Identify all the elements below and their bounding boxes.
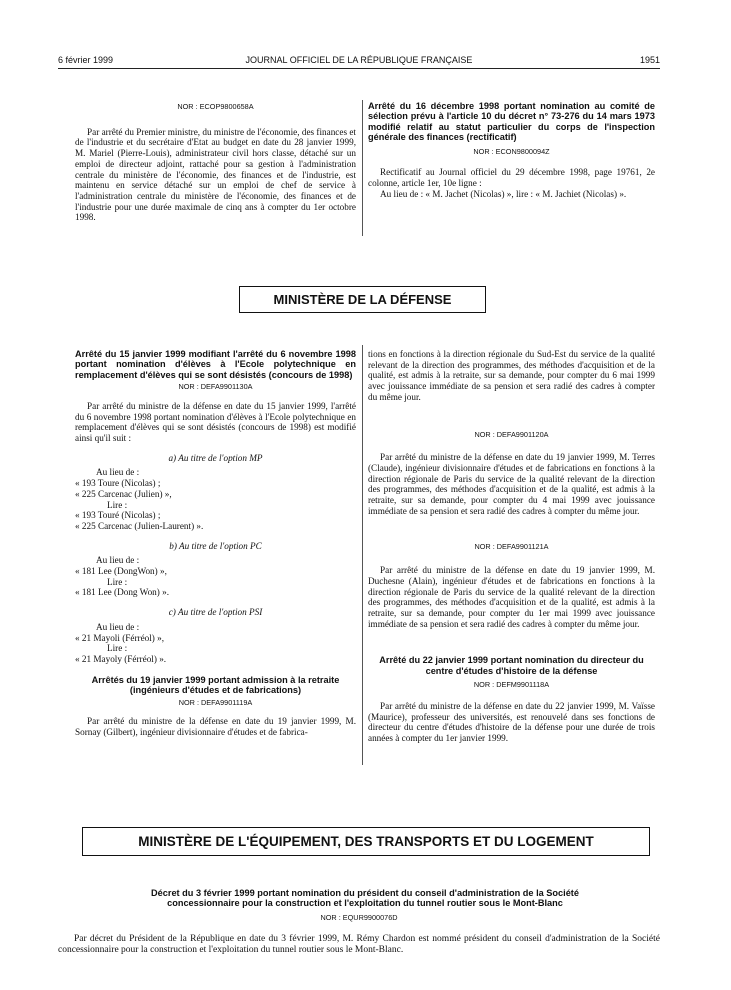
- option-heading: a) Au titre de l'option MP: [168, 452, 263, 463]
- paragraph: Par arrêté du ministre de la défense en date du 19 janvier 1999, M. Terres (Claude), ingénieur divisionnaire d'études et de fabrications en fonctions à la direction régionale de Paris du service de la qualité relevant de la direction des programmes, des méthodes d'acquisition et de la qualité, est admis à la retraite, sur sa demande, pour compter du 4 mai 1999 avec jouissance immédiate de sa pension et sera radié des cadres à compter du même jour.: [368, 452, 655, 516]
- decree-title: Arrêté du 22 janvier 1999 portant nomination du directeur du centre d'études d'histoire de la défense: [379, 655, 644, 676]
- column-divider: [362, 100, 363, 236]
- nor-reference: NOR : DEFA9901130A: [178, 382, 253, 392]
- left-column: [75, 349, 356, 738]
- header-page-number: 1951: [639, 55, 660, 65]
- option-heading: b) Au titre de l'option PC: [169, 540, 262, 551]
- paragraph: Par arrêté du ministre de la défense en date du 19 janvier 1999, M. Duchesne (Alain), ingénieur d'études et de fabrications en fonctions à la direction régionale de Paris du service de la qualité relevant de la direction des programmes, des méthodes d'acquisition et de la qualité, est admis à la retraite, sur sa demande, pour compter du 1er mai 1999 avec jouissance immédiate de sa pension et sera radié des cadres à compter du même jour.: [368, 565, 655, 629]
- decree-title: Arrêtés du 19 janvier 1999 portant admission à la retraite (ingénieurs d'études et de fabrications): [91, 674, 340, 696]
- nor-reference: NOR : DEFA9901120A: [474, 429, 549, 439]
- paragraph: Au lieu de : « M. Jachet (Nicolas) », lire : « M. Jachiet (Nicolas) ».: [380, 188, 627, 199]
- nor-reference: NOR : DEFA9901119A: [178, 697, 253, 707]
- paragraph: tions en fonctions à la direction régionale du Sud-Est du service de la qualité relevant de la direction des programmes, des méthodes d'acquisition et de la qualité, est admis à la retraite, sur sa demande, pour compter du 6 mai 1999 avec jouissance immédiate de sa pension et sera radié des cadres à compter du même jour.: [368, 349, 655, 402]
- decree-title: Décret du 3 février 1999 portant nomination du président du conseil d'administration de la Société concessionnaire pour la construction et l'exploitation du tunnel routier sous le Mont-Blanc: [151, 888, 579, 909]
- header-date: 6 février 1999: [58, 55, 114, 65]
- paragraph: Par arrêté du ministre de la défense en date du 22 janvier 1999, M. Vaïsse (Maurice), professeur des universités, est renouvelé dans ses fonctions de directeur du centre d'études d'histoire de la défense pour une durée de trois années à compter du 1er janvier 1999.: [368, 700, 655, 743]
- nor-reference: NOR : ECOP9800658A: [177, 102, 254, 111]
- decree-title: Arrêté du 16 décembre 1998 portant nomination au comité de sélection prévu à l'article 10 du décret n° 73-276 du 14 mars 1973 modifié relatif au statut particulier du corps de l'inspection générale des finances (rectificatif): [368, 101, 655, 143]
- option-heading: c) Au titre de l'option PSI: [168, 607, 263, 618]
- nor-reference: NOR : DEFM9901118A: [473, 680, 550, 690]
- column-divider: [362, 345, 363, 765]
- nor-reference: NOR : DEFA9901121A: [474, 542, 549, 552]
- list-item: Au lieu de : « 193 Toure (Nicolas) ; « 225 Carcenac (Julien) », Lire : « 193 Touré (Nicolas) ; « 225 Carcenac (Julien-Laurent) ».: [75, 467, 204, 531]
- nor-reference: NOR : ECON9800094Z: [473, 146, 550, 156]
- header-rule: [58, 68, 660, 69]
- paragraph: Par arrêté du ministre de la défense en date du 19 janvier 1999, M. Sornay (Gilbert), ingénieur divisionnaire d'études et de fabrica-: [75, 716, 356, 737]
- paragraph: Par arrêté du Premier ministre, du ministre de l'économie, des finances et de l'industrie et du secrétaire d'Etat au budget en date du 28 janvier 1999, M. Mariel (Pierre-Louis), administrateur civil hors classe, détaché sur un emploi de directeur adjoint, rattaché pour sa gestion à l'administration centrale du ministère de l'économie, des finances et de l'industrie, est maintenu en service détaché sur un emploi de chef de service à l'administration centrale du ministère de l'économie, des finances et de l'industrie pour une durée maximale de cinq ans à compter du 1er octobre 1998.: [75, 126, 356, 223]
- paragraph: Par décret du Président de la République en date du 3 février 1999, M. Rémy Chardon est nommé président du conseil d'administration de la Société concessionnaire pour la construction et l'exploitation du tunnel routier sous le Mont-Blanc.: [58, 934, 660, 955]
- list-item: Au lieu de : « 21 Mayoli (Férréol) », Lire : « 21 Mayoly (Férréol) ».: [75, 621, 167, 664]
- ministry-heading: MINISTÈRE DE LA DÉFENSE: [239, 286, 486, 313]
- ministry-heading: MINISTÈRE DE L'ÉQUIPEMENT, DES TRANSPORTS ET DU LOGEMENT: [82, 827, 650, 856]
- decree-title: Arrêté du 15 janvier 1999 modifiant l'arrêté du 6 novembre 1998 portant nomination d'élèves à l'Ecole polytechnique en remplacement d'élèves qui se sont désistés (concours de 1998): [75, 349, 356, 380]
- paragraph: Par arrêté du ministre de la défense en date du 15 janvier 1999, l'arrêté du 6 novembre 1998 portant nomination d'élèves à l'Ecole polytechnique en remplacement d'élèves qui se sont désistés (concours de 1998) est modifié ainsi qu'il suit :: [75, 400, 356, 444]
- paragraph: Rectificatif au Journal officiel du 29 décembre 1998, page 19761, 2e colonne, article 1er, 10e ligne :: [368, 167, 655, 189]
- header-journal: JOURNAL OFFICIEL DE LA RÉPUBLIQUE FRANÇAISE: [245, 55, 473, 65]
- list-item: Au lieu de : « 181 Lee (DongWon) », Lire : « 181 Lee (Dong Won) ».: [75, 555, 170, 598]
- top-right-column: [368, 101, 655, 199]
- top-left-column: [75, 102, 356, 223]
- right-column: [368, 349, 655, 744]
- nor-reference: NOR : EQUR9900076D: [320, 913, 398, 922]
